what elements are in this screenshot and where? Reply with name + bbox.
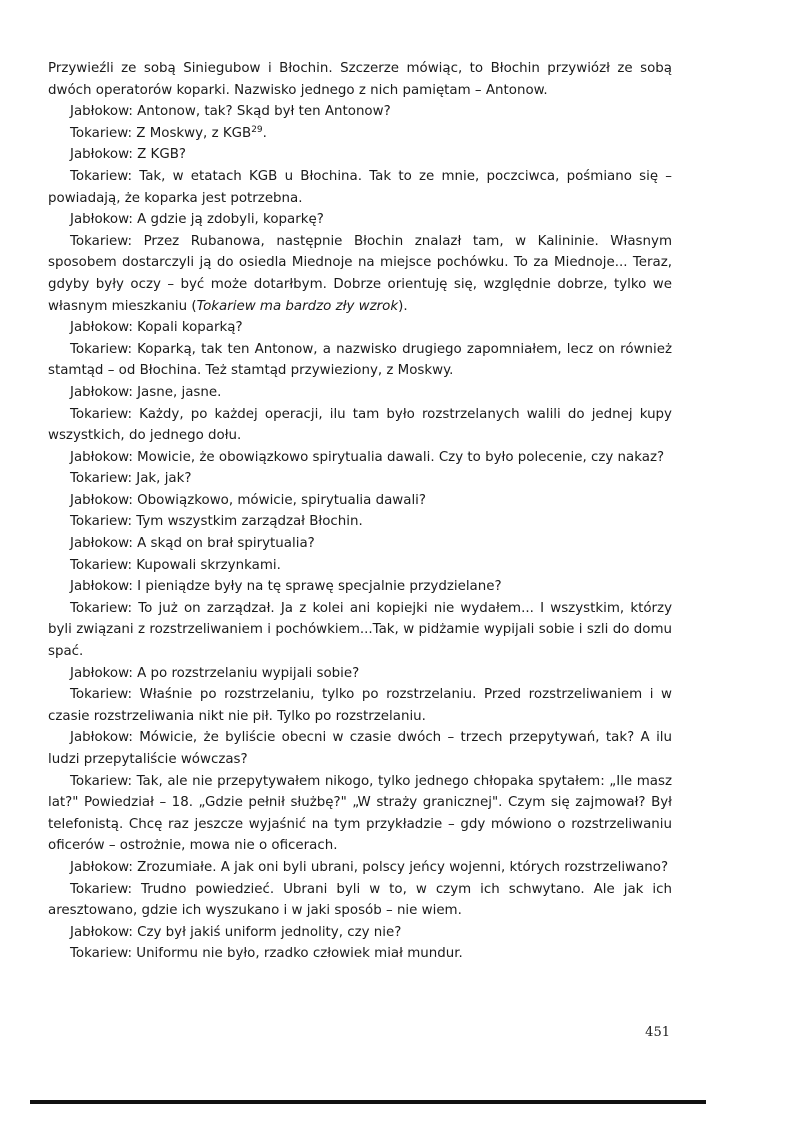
- paragraph: [48, 533, 672, 555]
- paragraph-tail: ).: [398, 298, 408, 314]
- paragraph-text: Tokariew: Tym wszystkim zarządzał Błochin.: [70, 514, 363, 530]
- paragraph: [48, 943, 672, 965]
- paragraph-text: Tokariew: Jak, jak?: [70, 471, 192, 487]
- page-number: 451: [645, 1025, 670, 1040]
- paragraph: [48, 857, 672, 879]
- bottom-rule: [30, 1100, 706, 1104]
- paragraph-text: Tokariew: Przez Rubanowa, następnie Błochin znalazł tam, w Kalininie. Własnym sposobem dostarczyli ją do osiedla Miednoje na miejsce pochówku. To za Miednoje... Teraz, gdyby były oczy – być może dotarłbym. Dobrze orientuję się, względnie dobrze, tylko we własnym mieszkaniu (: [48, 233, 672, 314]
- paragraph: [48, 598, 672, 663]
- paragraph: [48, 879, 672, 922]
- paragraph-text: Jabłokow: Zrozumiałe. A jak oni byli ubrani, polscy jeńcy wojenni, których rozstrzeliwano?: [70, 859, 669, 875]
- paragraph: [48, 231, 672, 317]
- paragraph: [48, 339, 672, 382]
- paragraph-text: Jabłokow: Kopali koparką?: [70, 320, 243, 336]
- paragraph-text: Tokariew: Każdy, po każdej operacji, ilu tam było rozstrzelanych walili do jednej kupy wszystkich, do jednego dołu.: [48, 406, 672, 444]
- paragraph-text: Jabłokow: Obowiązkowo, mówicie, spirytualia dawali?: [70, 492, 427, 508]
- paragraph-text: Jabłokow: A skąd on brał spirytualia?: [70, 536, 315, 552]
- paragraph-text: Tokariew: To już on zarządzał. Ja z kolei ani kopiejki nie wydałem... I wszystkim, którzy byli związani z rozstrzeliwaniem i pochówkiem...Tak, w pidżamie wypijali sobie i szli do domu spać.: [48, 600, 672, 660]
- paragraph: [48, 576, 672, 598]
- paragraph-text: Tokariew: Tak, ale nie przepytywałem nikogo, tylko jednego chłopaka spytałem: „Ile masz lat?" Powiedział – 18. „Gdzie pełnił służbę?" „W straży granicznej". Czym się zajmował? Był telefonistą. Chcę raz jeszcze wyjaśnić na tym przykładzie – gdy mówiono o rozstrzeliwaniu oficerów – ostrożnie, mowa nie o oficerach.: [48, 773, 672, 854]
- paragraph-text: Jabłokow: I pieniądze były na tę sprawę specjalnie przydzielane?: [70, 579, 502, 595]
- paragraph-text: Jabłokow: Czy był jakiś uniform jednolity, czy nie?: [70, 924, 402, 940]
- paragraph-text: Tokariew: Kupowali skrzynkami.: [70, 557, 281, 573]
- paragraph-text: Tokariew: Właśnie po rozstrzelaniu, tylko po rozstrzelaniu. Przed rozstrzeliwaniem i w czasie rozstrzeliwania nikt nie pił. Tylko po rozstrzelaniu.: [48, 687, 672, 724]
- paragraph: [48, 663, 672, 685]
- paragraph-text: Tokariew: Z Moskwy, z KGB: [70, 125, 252, 141]
- paragraph: [48, 684, 672, 727]
- paragraph: [48, 468, 672, 490]
- paragraph: [48, 166, 672, 209]
- paragraph: [48, 209, 672, 231]
- paragraph-text: Tokariew: Trudno powiedzieć. Ubrani byli w to, w czym ich schwytano. Ale jak ich aresztowano, gdzie ich wyszukano i w jaki sposób – nie wiem.: [48, 881, 672, 919]
- paragraph-text: Tokariew: Koparką, tak ten Antonow, a nazwisko drugiego zapomniałem, lecz on również stamtąd – od Błochina. Też stamtąd przywieziony, z Moskwy.: [48, 341, 672, 379]
- paragraph: [48, 447, 672, 469]
- paragraph: [48, 58, 672, 101]
- footnote-reference: 29: [251, 124, 263, 135]
- paragraph-text: Tokariew: Uniformu nie było, rzadko człowiek miał mundur.: [70, 946, 463, 962]
- paragraph: [48, 382, 672, 404]
- paragraph: [48, 317, 672, 339]
- paragraph: [48, 771, 672, 857]
- paragraph-tail: .: [262, 125, 267, 141]
- body-text: [48, 58, 672, 965]
- paragraph: [48, 404, 672, 447]
- paragraph: [48, 555, 672, 577]
- paragraph-text: Jabłokow: Jasne, jasne.: [70, 384, 222, 400]
- paragraph: [48, 727, 672, 770]
- paragraph-text: Jabłokow: Antonow, tak? Skąd był ten Antonow?: [70, 104, 391, 120]
- paragraph-text: Jabłokow: Mówicie, że byliście obecni w czasie dwóch – trzech przepytywań, tak? A ilu ludzi przepytaliście wówczas?: [48, 730, 672, 767]
- paragraph: [48, 922, 672, 944]
- paragraph: [48, 144, 672, 166]
- paragraph: [48, 101, 672, 123]
- paragraph-text: Jabłokow: Mowicie, że obowiązkowo spirytualia dawali. Czy to było polecenie, czy nakaz?: [70, 449, 665, 465]
- paragraph: [48, 511, 672, 533]
- paragraph: [48, 123, 672, 145]
- paragraph-text: Przywieźli ze sobą Siniegubow i Błochin. Szczerze mówiąc, to Błochin przywiózł ze sobą dwóch operatorów koparki. Nazwisko jednego z nich pamiętam – Antonow.: [48, 61, 672, 98]
- paragraph-text: Jabłokow: A gdzie ją zdobyli, koparkę?: [70, 212, 324, 228]
- paragraph-text: Tokariew: Tak, w etatach KGB u Błochina. Tak to ze mnie, poczciwca, pośmiano się – powiadają, że koparka jest potrzebna.: [48, 168, 672, 206]
- paragraph: [48, 490, 672, 512]
- paragraph-text: Jabłokow: Z KGB?: [70, 147, 186, 163]
- paragraph-text: Jabłokow: A po rozstrzelaniu wypijali sobie?: [70, 665, 360, 681]
- italic-remark: Tokariew ma bardzo zły wzrok: [196, 298, 399, 314]
